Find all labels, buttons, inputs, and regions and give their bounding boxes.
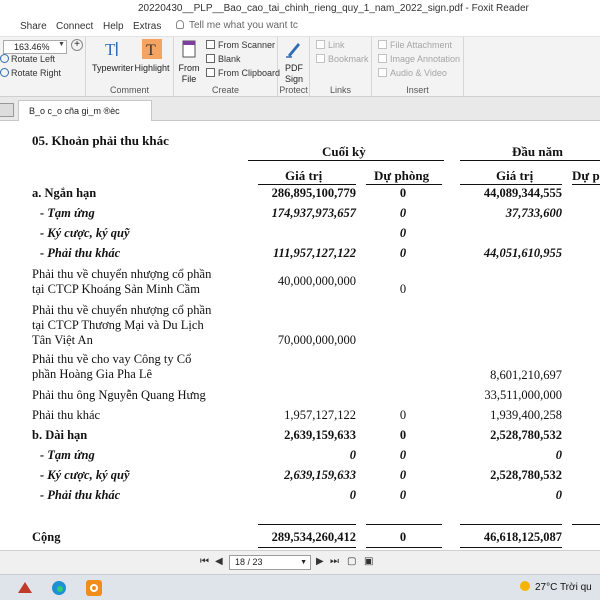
header-period-end: Cuối kỳ (322, 144, 366, 159)
bookmark-icon (316, 54, 325, 63)
header-rule (572, 184, 600, 185)
page-nav-bar (0, 550, 600, 574)
file-attachment-label: File Attachment (390, 40, 453, 50)
cell-provision: 0 (399, 226, 407, 240)
typewriter-button[interactable] (92, 39, 132, 73)
bookmark-button[interactable] (316, 54, 369, 64)
ribbon (0, 37, 600, 97)
cell-value: 70,000,000,000 (277, 333, 356, 347)
cell-value: 37,733,600 (505, 206, 562, 220)
cell-provision: 0 (399, 408, 407, 422)
create-group-label: Create (211, 85, 239, 95)
header-period-start: Đầu năm (512, 144, 563, 159)
cell-value: 33,511,000,000 (484, 388, 562, 402)
rotate-right-icon (0, 68, 9, 77)
scanner-icon (206, 40, 215, 49)
row-label: Phải thu khác (32, 408, 101, 422)
cell-provision: 0 (399, 246, 407, 260)
rotate-left-label: Rotate Left (11, 54, 56, 64)
row-label: tại CTCP Thương Mại và Du Lịch (32, 318, 204, 332)
cell-value: 40,000,000,000 (277, 274, 356, 288)
blank-button[interactable] (206, 54, 241, 64)
total-rule (460, 547, 562, 548)
comment-group (86, 37, 174, 97)
last-page-icon[interactable]: ⏭ (330, 556, 339, 567)
row-label: - Phải thu khác (40, 246, 121, 260)
header-rule (248, 160, 444, 161)
first-page-icon[interactable]: ⏮ (200, 556, 209, 567)
row-label: - Tạm ứng (40, 206, 95, 220)
cell-value: 1,957,127,122 (284, 408, 356, 422)
comment-group-label: Comment (109, 85, 149, 95)
audio-video-label: Audio & Video (390, 68, 447, 78)
cell-value: 1,939,400,258 (490, 408, 562, 422)
cell-value: 8,601,210,697 (490, 368, 562, 382)
image-annotation-label: Image Annotation (390, 54, 461, 64)
total-rule (572, 524, 600, 525)
create-group (174, 37, 281, 97)
chevron-down-icon[interactable]: ▼ (300, 559, 307, 566)
row-label: tại CTCP Khoáng Sản Minh Cầm (32, 282, 200, 296)
cell-provision: 0 (399, 206, 407, 220)
link-icon (316, 40, 325, 49)
cell-value: 0 (555, 488, 562, 502)
highlight-icon (142, 39, 162, 59)
cell-value: 2,639,159,633 (284, 468, 356, 482)
menu-connect[interactable]: Connect (56, 21, 94, 32)
blank-page-icon (206, 54, 215, 63)
pdf-app-icon[interactable] (15, 579, 35, 597)
taskbar (0, 574, 600, 600)
start-tab[interactable] (0, 103, 14, 117)
continuous-page-icon[interactable]: ▣ (364, 556, 374, 567)
svg-text:T: T (105, 40, 116, 59)
row-label: b. Dài hạn (32, 428, 88, 442)
from-file-button[interactable] (176, 39, 202, 85)
row-label: a. Ngắn hạn (32, 186, 97, 200)
header-rule (366, 184, 442, 185)
previous-page-icon[interactable]: ◀ (215, 556, 223, 567)
from-file-label: From File (178, 63, 200, 84)
cell-value: 286,895,100,779 (271, 186, 356, 200)
section-title: 05. Khoản phải thu khác (32, 133, 169, 148)
total-provision: 0 (399, 530, 407, 544)
weather-widget[interactable] (520, 581, 592, 593)
rotate-right-button[interactable] (0, 68, 61, 78)
row-label: Phải thu về chuyển nhượng cổ phần (32, 267, 212, 281)
from-scanner-label: From Scanner (218, 40, 276, 50)
protect-group (278, 37, 310, 97)
protect-group-label: Protect (279, 85, 308, 95)
cell-value: 2,528,780,532 (490, 428, 562, 442)
links-group-label: Links (329, 85, 351, 95)
row-label: - Ký cược, ký quỹ (40, 226, 130, 240)
from-clipboard-button[interactable] (206, 68, 280, 78)
rotate-right-label: Rotate Right (11, 68, 62, 78)
foxit-reader-icon[interactable] (84, 579, 104, 597)
from-scanner-button[interactable] (206, 40, 275, 50)
svg-text:T: T (146, 42, 156, 59)
single-page-icon[interactable]: ▢ (347, 556, 357, 567)
header-provision: Dự phòng (374, 168, 430, 183)
title-bar (0, 0, 600, 17)
menu-help[interactable]: Help (103, 21, 124, 32)
cell-value: 2,639,159,633 (284, 428, 356, 442)
total-rule (366, 547, 442, 548)
chevron-down-icon[interactable]: ▼ (58, 41, 65, 48)
view-group (0, 37, 86, 97)
cell-value: 44,051,610,955 (483, 246, 562, 260)
insert-group-label: Insert (406, 85, 429, 95)
tab-strip (0, 97, 600, 121)
lightbulb-icon (176, 20, 184, 29)
page-number-text: 18 / 23 (235, 557, 263, 567)
tell-me-text: Tell me what you want tc (189, 20, 298, 31)
row-label: - Ký cược, ký quỹ (40, 468, 130, 482)
document-page (0, 122, 600, 550)
window-title: 20220430__PLP__Bao_cao_tai_chinh_rieng_quy_1_nam_2022_sign.pdf - Foxit Reader (138, 3, 529, 14)
row-label: Phải thu ông Nguyễn Quang Hưng (32, 388, 206, 402)
header-value: Giá trị (496, 168, 534, 183)
row-label: Phải thu về chuyển nhượng cổ phần (32, 303, 212, 317)
highlight-label: Highlight (134, 63, 170, 73)
header-provision: Dự p (572, 168, 600, 183)
zoom-in-icon[interactable]: + (71, 39, 83, 51)
clipboard-icon (206, 68, 215, 77)
weather-text: 27°C Trời qu (535, 582, 592, 593)
total-label: Cộng (32, 530, 61, 544)
cell-provision: 0 (399, 488, 407, 502)
cell-provision: 0 (399, 186, 407, 200)
total-rule (258, 547, 356, 548)
cell-value: 0 (349, 488, 356, 502)
typewriter-label: Typewriter (92, 63, 134, 73)
typewriter-icon (102, 39, 122, 59)
row-label: phần Hoàng Gia Pha Lê (32, 367, 153, 381)
rotate-left-icon (0, 54, 9, 63)
header-rule (460, 160, 600, 161)
total-value: 289,534,260,412 (271, 530, 356, 544)
from-clipboard-label: From Clipboard (218, 68, 281, 78)
cell-provision: 0 (399, 428, 407, 442)
file-icon (179, 39, 199, 59)
total-rule (460, 524, 562, 525)
cell-provision: 0 (399, 448, 407, 462)
video-icon (378, 68, 387, 77)
header-rule (460, 184, 562, 185)
tab-document[interactable]: B_o c_o cña gi_m ®èc (18, 100, 152, 121)
row-label: Tân Việt An (32, 333, 93, 347)
image-annotation-button[interactable] (378, 54, 460, 64)
audio-video-button[interactable] (378, 68, 447, 78)
menu-bar (0, 17, 600, 37)
cell-provision: 0 (399, 282, 407, 296)
paperclip-icon (378, 40, 387, 49)
row-label: - Phải thu khác (40, 488, 121, 502)
cell-value: 111,957,127,122 (273, 246, 356, 260)
header-rule (258, 184, 356, 185)
pdf-sign-label: PDF Sign (284, 63, 303, 84)
edge-browser-icon[interactable] (49, 579, 69, 597)
cell-value: 44,089,344,555 (483, 186, 562, 200)
total-rule (366, 524, 442, 525)
cell-value: 0 (555, 448, 562, 462)
tell-me-box[interactable] (176, 20, 298, 31)
link-label: Link (328, 40, 345, 50)
row-label: - Tạm ứng (40, 448, 95, 462)
cell-provision: 0 (399, 468, 407, 482)
next-page-icon[interactable]: ▶ (316, 556, 324, 567)
pdf-sign-button[interactable] (281, 39, 307, 85)
pen-sign-icon (284, 39, 304, 59)
row-label: Phải thu về cho vay Công ty Cổ (32, 352, 192, 366)
image-icon (378, 54, 387, 63)
cell-value: 174,937,973,657 (271, 206, 356, 220)
highlight-button[interactable] (134, 39, 170, 73)
links-group (310, 37, 372, 97)
total-rule (258, 524, 356, 525)
zoom-input[interactable]: 163.46% (3, 40, 67, 54)
menu-extras[interactable]: Extras (133, 21, 162, 32)
link-button[interactable] (316, 40, 345, 50)
file-attachment-button[interactable] (378, 40, 452, 50)
cell-value: 2,528,780,532 (490, 468, 562, 482)
header-value: Giá trị (285, 168, 323, 183)
bookmark-label: Bookmark (328, 54, 369, 64)
page-number-input[interactable] (229, 555, 311, 570)
cell-value: 0 (349, 448, 356, 462)
rotate-left-button[interactable] (0, 54, 55, 64)
total-value: 46,618,125,087 (483, 530, 562, 544)
sun-icon (520, 581, 530, 591)
insert-group (372, 37, 464, 97)
menu-share[interactable]: Share (20, 21, 47, 32)
blank-label: Blank (218, 54, 241, 64)
